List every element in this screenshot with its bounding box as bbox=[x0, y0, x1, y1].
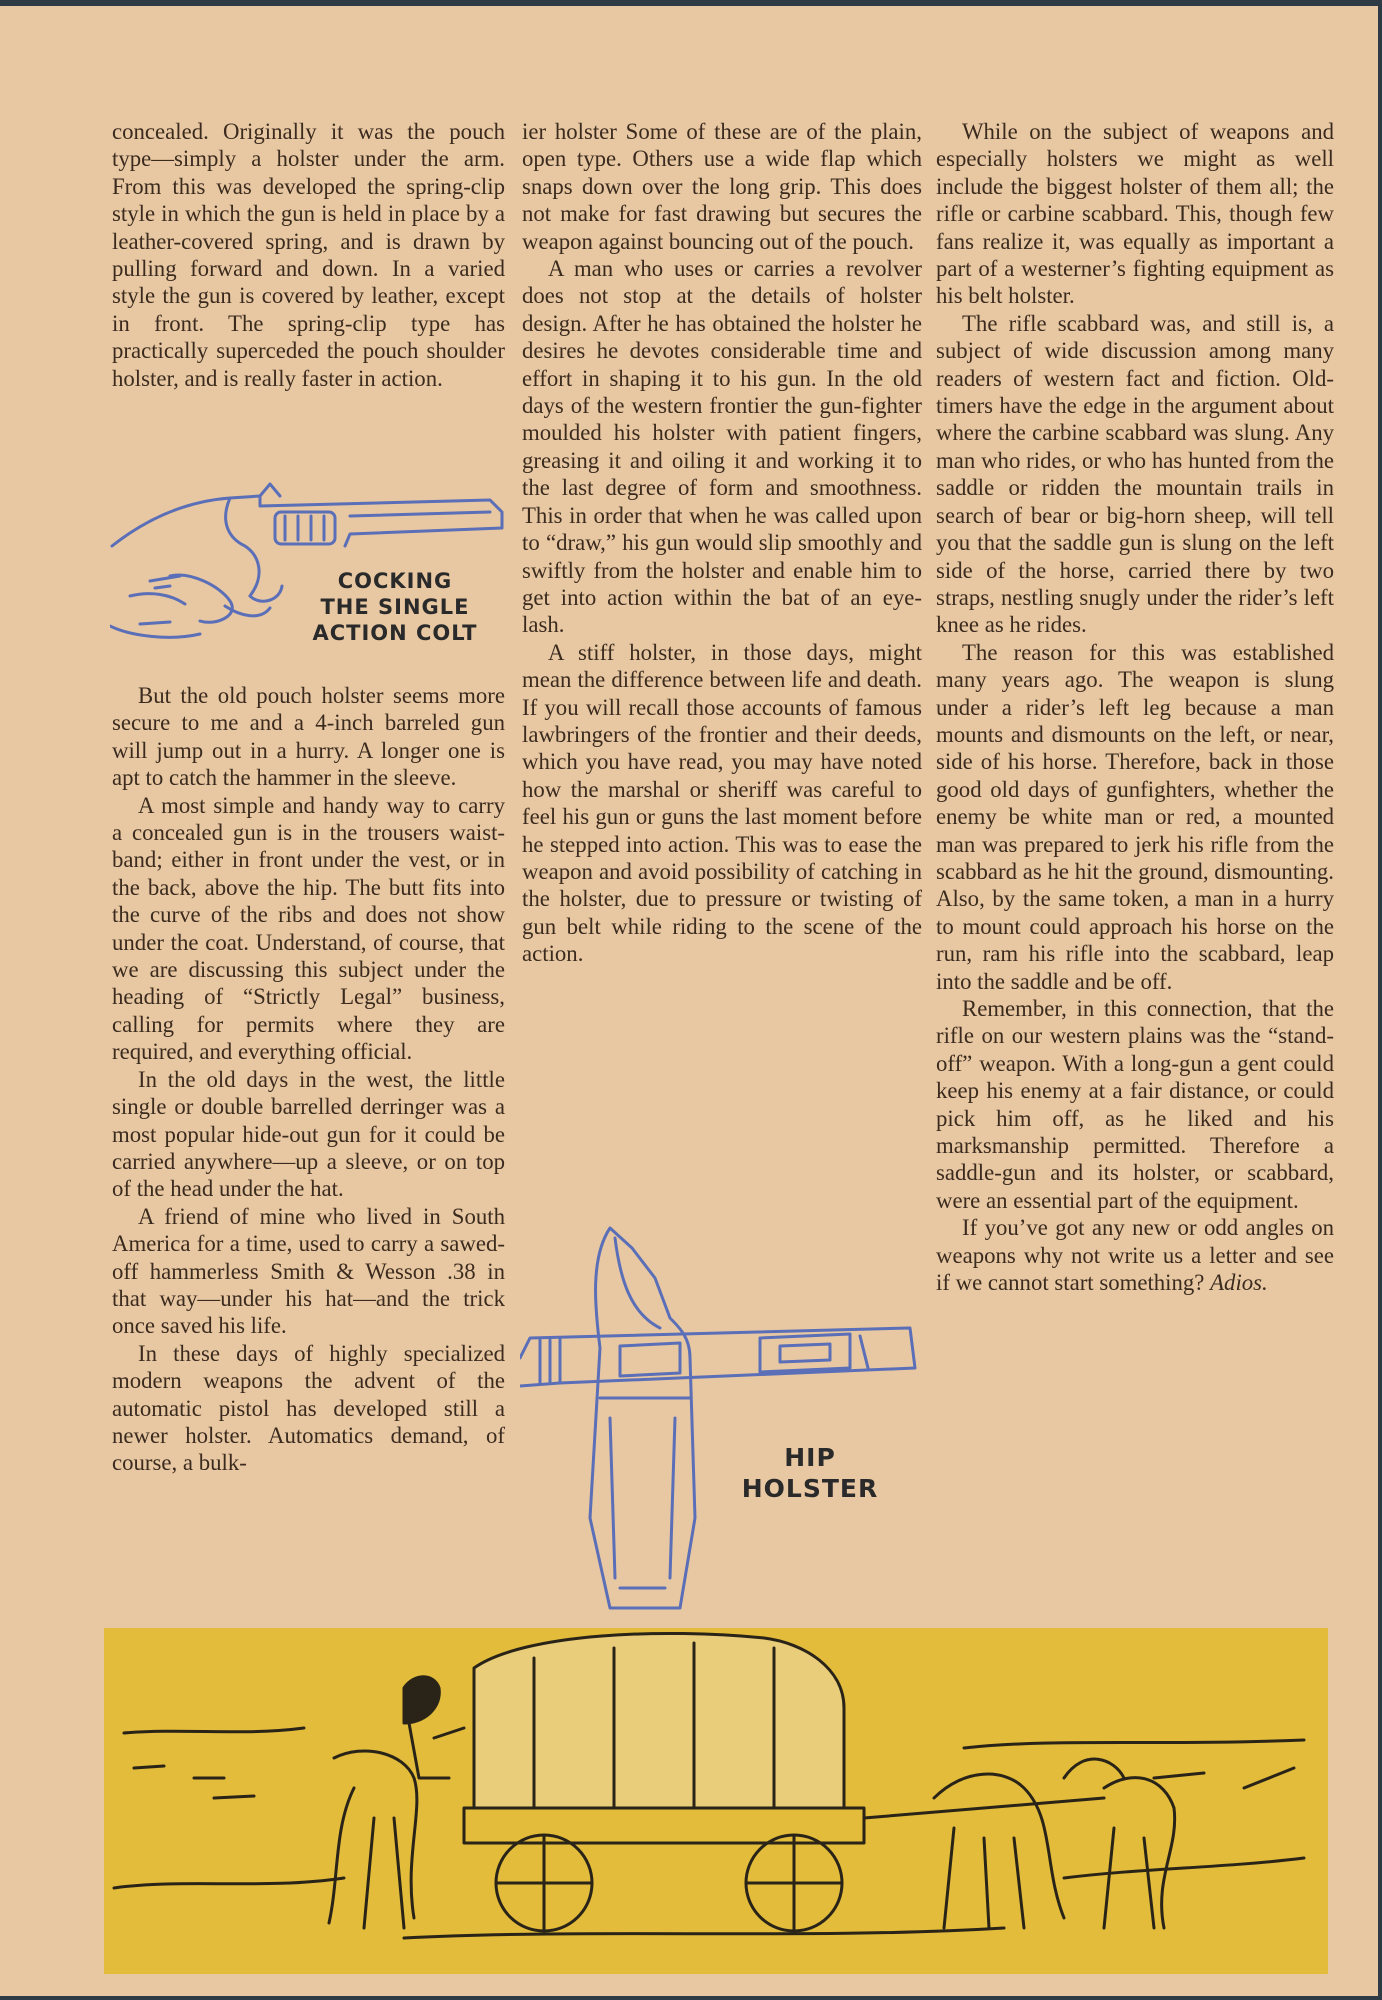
paragraph: A friend of mine who lived in South America for a time, used to carry a sawed-off hammerless Smith & Wesson .38 in that way—under his hat—and the trick once saved his life. bbox=[112, 1203, 505, 1339]
colt-caption bbox=[300, 568, 490, 646]
holster-caption bbox=[730, 1442, 890, 1504]
caption-line: COCKING bbox=[337, 569, 453, 593]
paragraph: Remember, in this connection, that the rifle on our western plains was the “stand-off” weapon. With a long-gun a gent could keep his enemy at a fair distance, or could pick him off, as he liked and his marksmanship permitted. Therefore a saddle-gun and its holster, or scabbard, were an essential part of the equipment. bbox=[936, 996, 1334, 1213]
paragraph: The rifle scabbard was, and still is, a subject of wide discussion among many readers of western fact and fiction. Old-timers have the edge in the argument about where the carbine scabbard was slung. Any man who rides, or who has hunted from the saddle or ridden the mountain trails in search of bear or big-horn sheep, will tell you that the saddle gun is slung on the left side of the horse, carried there by two straps, nestling snugly under the rider’s left knee as he rides. bbox=[936, 310, 1334, 638]
paragraph: A most simple and handy way to carry a concealed gun is in the trousers waist-band; either in front under the vest, or in the back, above the hip. The butt fits into the curve of the ribs and does not show under the coat. Understand, of course, that we are discussing this subject under the heading of “Strictly Legal” business, calling for permits where they are required, and everything official. bbox=[112, 792, 505, 1065]
paragraph: A man who uses or carries a revolver does not stop at the details of holster design. After he has obtained the holster he desires he devotes considerable time and effort in shaping it to his gun. In the old days of the western frontier the gun-fighter moulded his holster with patient fingers, greasing it and oiling it and working it to the last degree of form and smoothness. This in order that when he was called upon to “draw,” his gun would slip smoothly and swiftly from the holster and enable him to get into action within the bat of an eye-lash. bbox=[522, 256, 922, 638]
column-1-continued bbox=[112, 682, 505, 1477]
paragraph: A stiff holster, in those days, might mean the difference between life and death. If you will recall those accounts of famous lawbringers of the frontier and their deeds, which you have read, you may have noted how the marshal or sheriff was careful to feel his gun or guns the last moment before he stepped into action. This was to ease the weapon and avoid possibility of catching in the holster, due to pressure or twisting of gun belt while riding to the scene of the action. bbox=[522, 639, 922, 967]
caption-line: THE SINGLE bbox=[320, 595, 470, 619]
holster-drawing bbox=[520, 1218, 920, 1618]
paragraph: concealed. Originally it was the pouch type—simply a holster under the arm. From this was developed the spring-clip style in which the gun is held in place by a leather-covered spring, and is drawn by pulling forward and down. In a varied style the gun is covered by leather, except in front. The spring-clip type has practically superceded the pouch shoulder holster, and is really faster in action. bbox=[112, 119, 505, 391]
paragraph: In these days of highly specialized modern weapons the advent of the automatic pistol has developed still a newer holster. Automatics demand, of course, a bulk- bbox=[112, 1340, 505, 1476]
hip-holster-illustration bbox=[520, 1218, 920, 1618]
caption-line: ACTION COLT bbox=[312, 621, 478, 645]
column-1 bbox=[112, 118, 505, 392]
magazine-page bbox=[0, 6, 1378, 1996]
paragraph: But the old pouch holster seems more secure to me and a 4-inch barreled gun will jump out in a hurry. A longer one is apt to catch the hammer in the sleeve. bbox=[112, 683, 505, 791]
closing-text: If you’ve got any new or odd angles on weapons why not write us a letter and see if we cannot start something? bbox=[936, 1215, 1334, 1296]
paragraph bbox=[936, 1214, 1334, 1296]
paragraph: While on the subject of weapons and especially holsters we might as well include the biggest holster of them all; the rifle or carbine scabbard. This, though few fans realize it, was equally as important a part of a westerner’s fighting equipment as his belt holster. bbox=[936, 119, 1334, 309]
column-3 bbox=[936, 118, 1334, 1296]
paragraph: ier holster Some of these are of the plain, open type. Others use a wide flap which snaps down over the long grip. This does not make for fast drawing but secures the weapon against bouncing out of the pouch. bbox=[522, 119, 922, 254]
wagon-drawing bbox=[104, 1628, 1328, 1974]
paragraph: The reason for this was established many years ago. The weapon is slung under a rider’s left leg because a man mounts and dismounts on the left, or near, side of his horse. Therefore, back in those good old days of gunfighters, whether the enemy be white man or red, a mounted man was prepared to jerk his rifle from the scabbard as he hit the ground, dismounting. Also, by the same token, a man in a hurry to mount could approach his horse on the run, ram his rifle into the scabbard, leap into the saddle and be off. bbox=[936, 639, 1334, 994]
caption-line: HOLSTER bbox=[741, 1474, 879, 1503]
caption-line: HIP bbox=[784, 1443, 836, 1472]
paragraph: In the old days in the west, the little single or double barrelled derringer was a most popular hide-out gun for it could be carried anywhere—up a sleeve, or on top of the head under the hat. bbox=[112, 1066, 505, 1202]
column-2 bbox=[522, 118, 922, 968]
signoff: Adios. bbox=[1210, 1270, 1268, 1296]
covered-wagon-illustration bbox=[104, 1628, 1328, 1974]
